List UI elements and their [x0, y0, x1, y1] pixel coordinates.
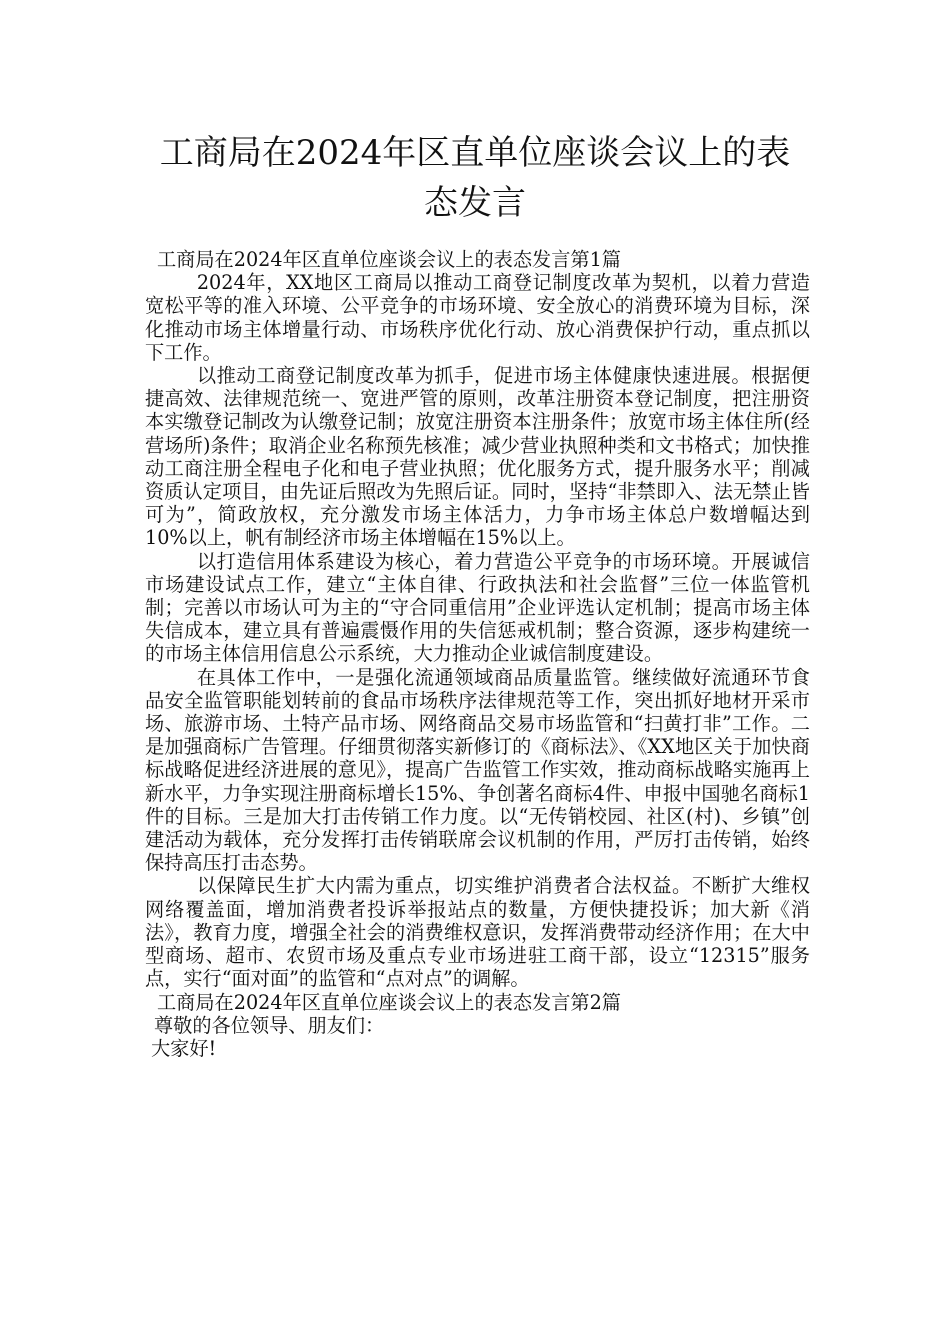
body-paragraph: 2024年，XX地区工商局以推动工商登记制度改革为契机，以着力营造宽松平等的准入环境、公平竞争的市场环境、安全放心的消费环境为目标，深化推动市场主体增量行动、市场秩序优化行动、放心消费保护行动，重点抓以下工作。	[145, 271, 810, 364]
body-paragraph: 以推动工商登记制度改革为抓手，促进市场主体健康快速进展。根据便捷高效、法律规范统一、宽进严管的原则，改革注册资本登记制度，把注册资本实缴登记制改为认缴登记制；放宽注册资本注册条件；放宽市场主体住所(经营场所)条件；取消企业名称预先核准；减少营业执照种类和文书格式；加快推动工商注册全程电子化和电子营业执照；优化服务方式，提升服务水平；削减资质认定项目，由先证后照改为先照后证。同时，坚持“非禁即入、法无禁止皆可为”，简政放权，充分激发市场主体活力，力争市场主体总户数增幅达到10%以上，帆有制经济市场主体增幅在15%以上。	[145, 364, 810, 550]
salutation: 尊敬的各位领导、朋友们：	[154, 1013, 385, 1037]
body-paragraph: 以打造信用体系建设为核心，着力营造公平竞争的市场环境。开展诚信市场建设试点工作，建立“主体自律、行政执法和社会监督”三位一体监管机制；完善以市场认可为主的“守合同重信用”企业评选认定机制；提高市场主体失信成本，建立具有普遍震慑作用的失信惩戒机制；整合资源，逐步构建统一的市场主体信用信息公示系统，大力推动企业诚信制度建设。	[145, 549, 810, 666]
greeting: 大家好!	[151, 1036, 217, 1060]
body-paragraph: 在具体工作中，一是强化流通领域商品质量监管。继续做好流通环节食品安全监管职能划转前的食品市场秩序法律规范等工作，突出抓好地材开采市场、旅游市场、土特产品市场、网络商品交易市场监管和“扫黄打非”工作。二是加强商标广告管理。仔细贯彻落实新修订的《商标法》、《XX地区关于加快商标战略促进经济进展的意见》，提高广告监管工作实效，推动商标战略实施再上新水平，力争实现注册商标增长15%、争创著名商标4件、申报中国驰名商标1件的目标。三是加大打击传销工作力度。以“无传销校园、社区(村)、乡镇”创建活动为载体，充分发挥打击传销联席会议机制的作用，严厉打击传销，始终保持高压打击态势。	[145, 665, 810, 875]
title-line-1: 工商局在2024年区直单位座谈会议上的表	[159, 133, 791, 173]
body-paragraph: 以保障民生扩大内需为重点，切实维护消费者合法权益。不断扩大维权网络覆盖面，增加消费者投诉举报站点的数量，方便快捷投诉；加大新《消法》，教育力度，增强全社会的消费维权意识，发挥消费带动经济作用；在大中型商场、超市、农贸市场及重点专业市场进驻工商干部，设立“12315”服务点，实行“面对面”的监管和“点对点”的调解。	[145, 874, 810, 991]
section-heading-2: 工商局在2024年区直单位座谈会议上的表态发言第2篇	[157, 990, 621, 1014]
title-line-2: 态发言	[424, 183, 526, 223]
section-heading-1: 工商局在2024年区直单位座谈会议上的表态发言第1篇	[157, 248, 621, 271]
document-title	[120, 128, 830, 228]
document-body	[145, 248, 810, 1060]
